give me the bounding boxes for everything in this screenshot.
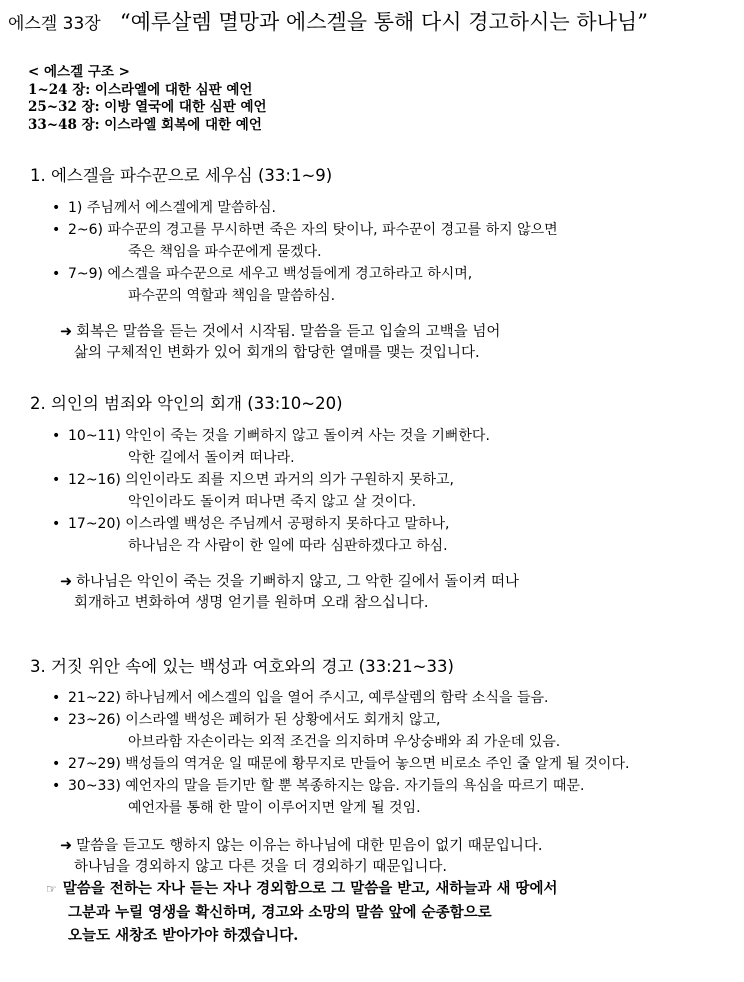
closing-exhortation xyxy=(46,877,558,947)
arrow-icon: ➜ xyxy=(60,838,73,854)
point-text: 12~16) 의인이라도 죄를 지으면 과거의 의가 구원하지 못하고, xyxy=(68,472,454,488)
closing-line: 말씀을 전하는 자나 듣는 자나 경외함으로 그 말씀을 받고, 새하늘과 새 땅에서 xyxy=(62,880,558,897)
point-text: 17~20) 이스라엘 백성은 주님께서 공평하지 못하다고 말하나, xyxy=(68,516,450,532)
list-item xyxy=(50,197,558,219)
section-points xyxy=(50,197,558,307)
summary-text: 회복은 말씀을 듣는 것에서 시작됨. 말씀을 듣고 입술의 고백을 넘어 xyxy=(76,324,501,340)
point-text: 1) 주님께서 에스겔에게 말씀하심. xyxy=(68,200,276,216)
summary-continuation: 삶의 구체적인 변화가 있어 회개의 합당한 열매를 맺는 것입니다. xyxy=(74,345,480,361)
point-continuation: 악인이라도 돌이켜 떠나면 죽지 않고 살 것이다. xyxy=(128,494,417,510)
list-item xyxy=(50,709,629,753)
chapter-label: 에스겔 33장 xyxy=(8,14,101,34)
page-title xyxy=(8,6,648,36)
section-heading: 3. 거짓 위안 속에 있는 백성과 여호와의 경고 (33:21~33) xyxy=(30,657,454,676)
arrow-icon: ➜ xyxy=(60,574,73,590)
point-text: 21~22) 하나님께서 에스겔의 입을 열어 주시고, 예루살렘의 함락 소식을 들음. xyxy=(68,690,549,706)
list-item xyxy=(50,219,558,263)
summary-continuation: 하나님을 경외하지 않고 다른 것을 더 경외하기 때문입니다. xyxy=(74,859,448,875)
point-text: 7~9) 에스겔을 파수꾼으로 세우고 백성들에게 경고하라고 하시며, xyxy=(68,266,473,282)
point-text: 10~11) 악인이 죽는 것을 기뻐하지 않고 돌이켜 사는 것을 기뻐한다. xyxy=(68,428,490,444)
point-continuation: 하나님은 각 사람이 한 일에 따라 심판하겠다고 하심. xyxy=(128,538,448,554)
sermon-title: “예루살렘 멸망과 에스겔을 통해 다시 경고하시는 하나님” xyxy=(119,10,648,34)
section-summary xyxy=(60,572,519,614)
arrow-icon: ➜ xyxy=(60,324,73,340)
structure-item: 33~48 장: 이스라엘 회복에 대한 예언 xyxy=(28,116,262,133)
structure-item: 25~32 장: 이방 열국에 대한 심판 예언 xyxy=(28,99,267,115)
list-item xyxy=(50,263,558,307)
list-item xyxy=(50,687,629,709)
list-item xyxy=(50,425,490,469)
summary-continuation: 회개하고 변화하여 생명 얻기를 원하며 오래 참으십니다. xyxy=(74,595,429,611)
section-summary xyxy=(60,836,542,878)
summary-text: 말씀을 듣고도 행하지 않는 이유는 하나님에 대한 믿음이 없기 때문입니다. xyxy=(76,838,543,854)
summary-text: 하나님은 악인이 죽는 것을 기뻐하지 않고, 그 악한 길에서 돌이켜 떠나 xyxy=(76,574,520,590)
point-continuation: 아브라함 자손이라는 외적 조건을 의지하며 우상숭배와 죄 가운데 있음. xyxy=(128,734,561,750)
list-item xyxy=(50,753,629,775)
list-item xyxy=(50,469,490,513)
point-continuation: 파수꾼의 역할과 책임을 말씀하심. xyxy=(128,288,336,304)
list-item xyxy=(50,513,490,557)
section-heading: 2. 의인의 범죄와 악인의 회개 (33:10~20) xyxy=(30,394,343,413)
point-continuation: 죽은 책임을 파수꾼에게 묻겠다. xyxy=(128,244,322,260)
section-summary xyxy=(60,322,500,364)
point-text: 27~29) 백성들의 역겨운 일 때문에 황무지로 만들어 놓으면 비로소 주인 줄 알게 될 것이다. xyxy=(68,756,630,772)
point-continuation: 예언자를 통해 한 말이 이루어지면 알게 될 것임. xyxy=(128,800,421,816)
pointing-hand-icon: ☞ xyxy=(46,882,57,896)
point-text: 23~26) 이스라엘 백성은 폐허가 된 상황에서도 회개치 않고, xyxy=(68,712,441,728)
point-text: 2~6) 파수꾼의 경고를 무시하면 죽은 자의 탓이나, 파수꾼이 경고를 하지 않으면 xyxy=(68,222,558,238)
point-text: 30~33) 예언자의 말을 듣기만 할 뿐 복종하지는 않음. 자기들의 욕심을 따르기 때문. xyxy=(68,778,585,794)
structure-block xyxy=(28,64,267,134)
structure-heading: < 에스겔 구조 > xyxy=(28,64,130,80)
point-continuation: 악한 길에서 돌이켜 떠나라. xyxy=(128,450,295,466)
list-item xyxy=(50,775,629,819)
section-heading: 1. 에스겔을 파수꾼으로 세우심 (33:1~9) xyxy=(30,166,333,185)
section-points xyxy=(50,687,629,819)
structure-item: 1~24 장: 이스라엘에 대한 심판 예언 xyxy=(28,81,253,98)
closing-line: 그분과 누릴 영생을 확신하며, 경고와 소망의 말씀 앞에 순종함으로 xyxy=(68,904,492,921)
section-points xyxy=(50,425,490,557)
closing-line: 오늘도 새창조 받아가야 하겠습니다. xyxy=(68,927,299,944)
